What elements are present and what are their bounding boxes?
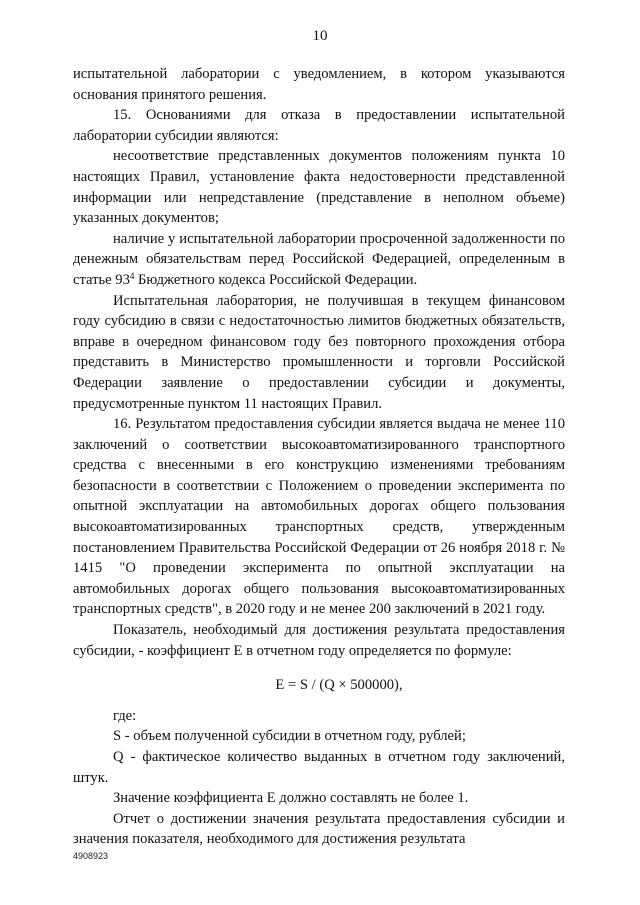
formula: E = S / (Q × 500000), bbox=[275, 677, 403, 694]
paragraph-coefficient-limit: Значение коэффициента E должно составлять не более 1. bbox=[113, 790, 469, 807]
page-number: 10 bbox=[312, 28, 328, 44]
document-body bbox=[73, 64, 565, 850]
overdue-debt-text-end: Бюджетного кодекса Российской Федерации. bbox=[134, 271, 418, 288]
paragraph-15-refusal-grounds: 15. Основаниями для отказа в предоставлении испытательной лаборатории субсидии являются: bbox=[73, 107, 565, 144]
paragraph-16-result: 16. Результатом предоставления субсидии является выдача не менее 110 заключений о соответствии высокоавтоматизированного транспортного средства с внесенными в его конструкцию изменениями требованиям безопасности в соответствии с Положением о проведении эксперимента по опытной эксплуатации на автомобильных дорогах общего пользования высокоавтоматизированных транспортных средств, утвержденным постановлением Правительства Российской Федерации от 26 ноября 2018 г. № 1415 "О проведении эксперимента по опытной эксплуатации на автомобильных дорогах общего пользования высокоавтоматизированных транспортных средств", в 2020 году и не менее 200 заключений в 2021 году. bbox=[73, 416, 565, 618]
overdue-debt-text: наличие у испытательной лаборатории просроченной задолженности по денежным обязательствам перед Российской Федерацией, определенным в статье 93 bbox=[73, 230, 565, 288]
paragraph-where: где: bbox=[113, 707, 137, 724]
paragraph-document-mismatch: несоответствие представленных документов положениям пункта 10 настоящих Правил, установление факта недостоверности представленной информации или непредставление (представление в неполном объеме) указанных документов; bbox=[73, 148, 565, 227]
paragraph-overdue-debt bbox=[73, 229, 565, 291]
paragraph-continuation: испытательной лаборатории с уведомлением, в котором указываются основания принятого решения. bbox=[73, 66, 565, 103]
article-superscript: 4 bbox=[129, 270, 135, 281]
paragraph-indicator: Показатель, необходимый для достижения результата предоставления субсидии, - коэффициент E в отчетном году определяется по формуле: bbox=[73, 622, 565, 659]
paragraph-report: Отчет о достижении значения результата предоставления субсидии и значения показателя, необходимого для достижения результата bbox=[73, 810, 565, 848]
paragraph-q-definition: Q - фактическое количество выданных в отчетном году заключений, штук. bbox=[73, 749, 565, 786]
paragraph-s-definition: S - объем полученной субсидии в отчетном году, рублей; bbox=[113, 728, 466, 745]
paragraph-lab-next-year: Испытательная лаборатория, не получившая в текущем финансовом году субсидию в связи с недостаточностью лимитов бюджетных обязательств, вправе в очередном финансовом году без повторного прохождения отбора представить в Министерство промышленности и торговли Российской Федерации заявление о предоставлении субсидии и документы, предусмотренные пунктом 11 настоящих Правил. bbox=[73, 292, 565, 412]
document-id: 4908923 bbox=[73, 851, 109, 861]
